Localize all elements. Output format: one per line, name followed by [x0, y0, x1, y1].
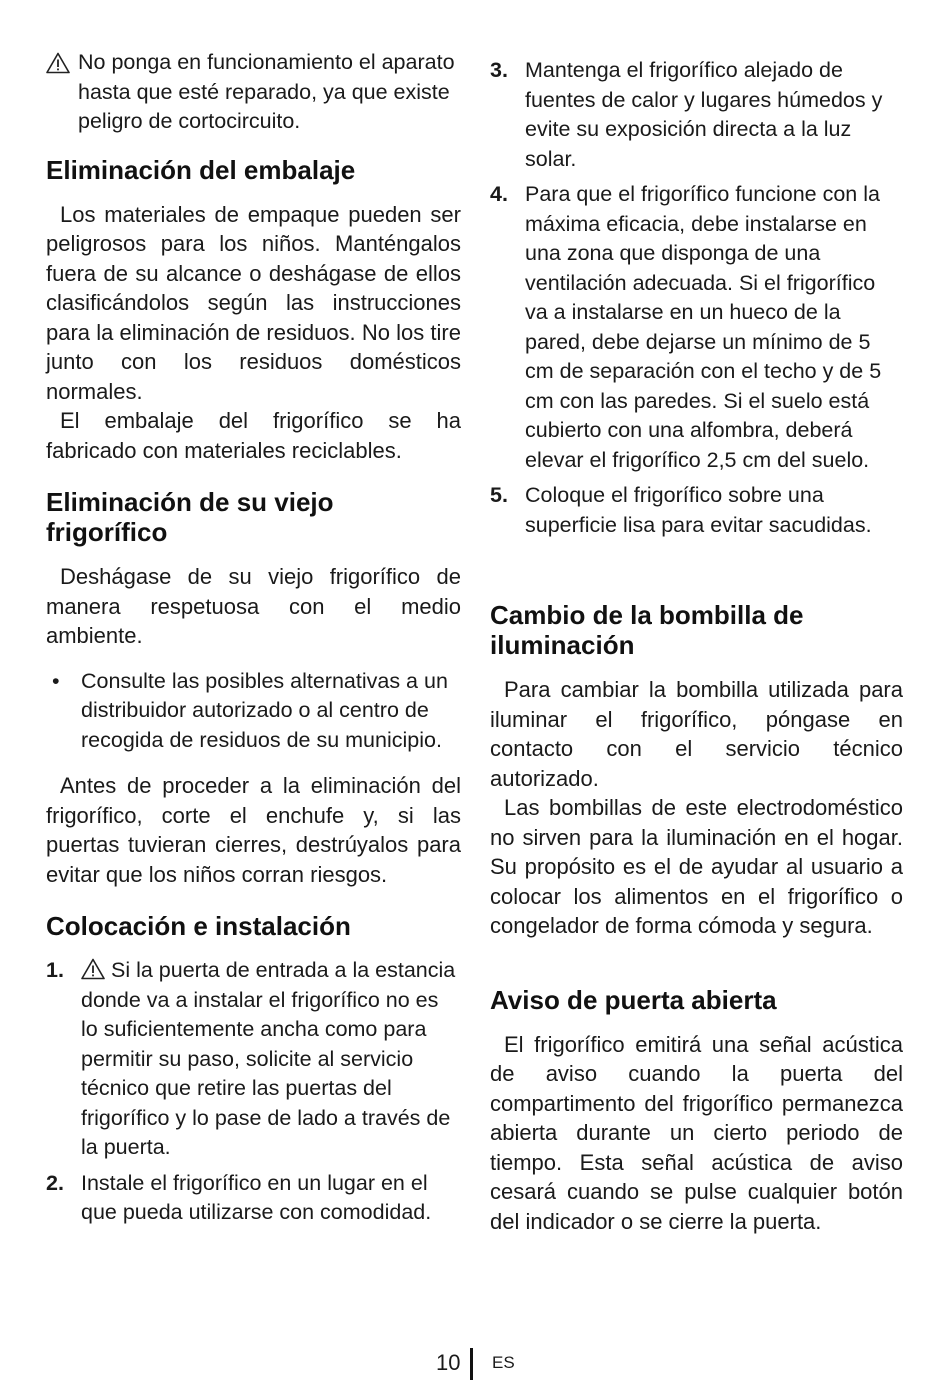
section-title-old-fridge: Eliminación de su viejo frigorífico — [46, 487, 334, 547]
old-fridge-paragraph-2: Antes de proceder a la eliminación del frigorífico, corte el enchufe y, si las puertas tuvieran cierres, destrúyalos para evitar que los niños corran riesgos. — [46, 773, 461, 887]
item-text: Instale el frigorífico en un lugar en el que pueda utilizarse con comodidad. — [81, 1170, 432, 1224]
bullet-marker: • — [52, 668, 60, 693]
list-item — [490, 481, 903, 540]
section-title-door-alarm: Aviso de puerta abierta — [490, 984, 777, 1015]
left-column — [46, 40, 461, 1244]
bulb-paragraph-1: Para cambiar la bombilla utilizada para iluminar el frigorífico, póngase en contacto con el servicio técnico autorizado. — [490, 677, 903, 791]
item-number: 5. — [490, 483, 508, 507]
page-number: 10 — [436, 1350, 461, 1375]
door-alarm-paragraph: El frigorífico emitirá una señal acústica de aviso cuando la puerta del compartimento del frigorífico permanezca abierta durante un cierto periodo de tiempo. Esta señal acústica de aviso cesará cuando se pulse cualquier botón del indicador o se cierre la puerta. — [490, 1031, 903, 1234]
item-text-wrapper — [81, 956, 461, 1163]
list-item — [490, 180, 903, 475]
item-text: Si la puerta de entrada a la estancia donde va a instalar el frigorífico no es lo suficientemente ancha como para permitir su paso, solicite al servicio técnico que retire las puertas del frigorífico y lo pase de lado a través de la puerta. — [81, 958, 456, 1159]
item-text: Coloque el frigorífico sobre una superficie lisa para evitar sacudidas. — [525, 483, 872, 537]
item-text: Mantenga el frigorífico alejado de fuentes de calor y lugares húmedos y evite su exposición directa a la luz solar. — [525, 58, 883, 171]
short-circuit-warning — [46, 48, 461, 137]
list-item — [46, 956, 461, 1163]
section-title-installation: Colocación e instalación — [46, 911, 351, 941]
list-item — [490, 56, 903, 174]
installation-list — [46, 956, 461, 1228]
item-number: 1. — [46, 958, 64, 982]
packaging-paragraph-1: Los materiales de empaque pueden ser peligrosos para los niños. Manténgalos fuera de su alcance o deshágase de ellos clasificándolos según las instrucciones para la eliminación de residuos. No los tire junto con los residuos domésticos normales. — [46, 201, 461, 404]
warning-text: No ponga en funcionamiento el aparato hasta que esté reparado, ya que existe peligro de cortocircuito. — [78, 50, 455, 133]
old-fridge-paragraph-1: Deshágase de su viejo frigorífico de manera respetuosa con el medio ambiente. — [46, 564, 461, 648]
list-item — [46, 667, 461, 756]
warning-triangle-icon — [81, 958, 105, 980]
list-item — [46, 1169, 461, 1228]
bulb-paragraph-2: Las bombillas de este electrodoméstico no sirven para la iluminación en el hogar. Su propósito es el de ayudar al usuario a colocar los alimentos en el frigorífico o congelador de forma cómoda y segura. — [490, 795, 903, 938]
warning-triangle-icon — [46, 52, 70, 74]
section-title-bulb: Cambio de la bombilla de iluminación — [490, 600, 804, 660]
installation-list-continued — [490, 56, 903, 540]
item-text: Para que el frigorífico funcione con la máxima eficacia, debe instalarse en una zona que disponga de una ventilación adecuada. Si el frigorífico va a instalarse en un hueco de la pared, debe dejarse un mínimo de 5 cm de separación con el techo y de 5 cm con las paredes. Si el suelo está cubierto con una alfombra, deberá elevar el frigorífico 2,5 cm del suelo. — [525, 182, 882, 472]
bullet-text: Consulte las posibles alternativas a un distribuidor autorizado o al centro de recogida de residuos de su municipio. — [81, 668, 448, 752]
page-footer — [0, 1348, 950, 1378]
packaging-paragraph-2: El embalaje del frigorífico se ha fabricado con materiales reciclables. — [46, 408, 461, 463]
item-number: 2. — [46, 1170, 64, 1195]
old-fridge-bullet-list — [46, 667, 461, 756]
language-code: ES — [492, 1353, 515, 1372]
right-column — [490, 40, 903, 1236]
item-number: 4. — [490, 182, 508, 206]
item-number: 3. — [490, 58, 508, 82]
section-title-packaging: Eliminación del embalaje — [46, 154, 356, 185]
footer-divider — [470, 1348, 473, 1380]
